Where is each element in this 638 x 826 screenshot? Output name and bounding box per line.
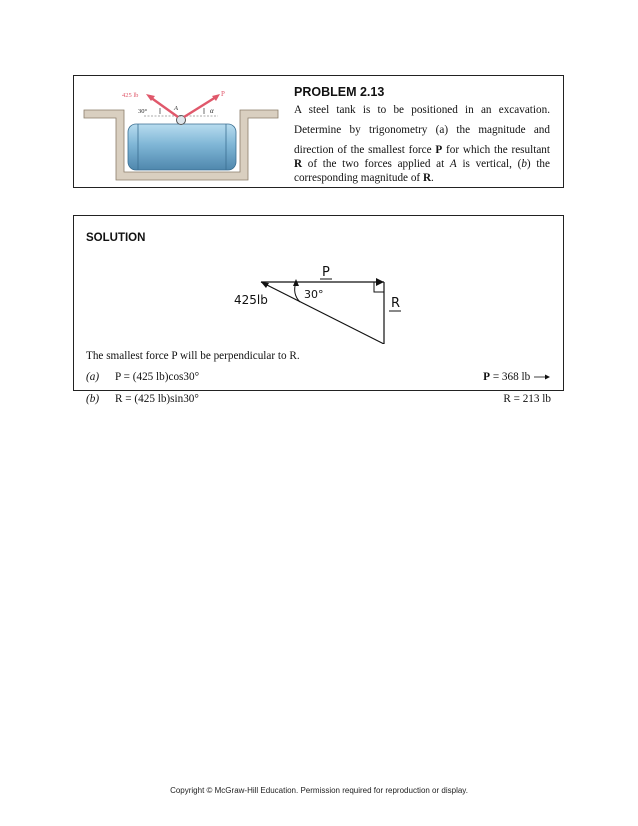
solution-title: SOLUTION: [86, 232, 146, 244]
answer-b: R = 213 lb: [503, 393, 551, 405]
problem-para-1: A steel tank is to be positioned in an excavation.: [294, 104, 550, 116]
right-arrow-icon: [533, 373, 551, 381]
problem-para-2: Determine by trigonometry (a) the magnitude and: [294, 124, 550, 136]
problem-title: PROBLEM 2.13: [294, 85, 385, 99]
p-force-label: P: [221, 90, 225, 98]
answer-a: P = 368 lb: [483, 371, 551, 383]
angle-30-label: 30°: [138, 108, 148, 115]
alpha-label: α: [210, 107, 214, 115]
point-a-label: A: [174, 105, 178, 112]
solution-line-a: (a) P = (425 lb)cos30°: [86, 371, 200, 383]
force-425-label: 425 lb: [122, 92, 139, 99]
copyright-footer: Copyright © McGraw-Hill Education. Permission required for reproduction or display.: [170, 786, 468, 795]
triangle-p-label: P: [322, 265, 330, 280]
problem-text: [294, 85, 550, 185]
solution-box: [73, 215, 564, 405]
tank-figure: [82, 84, 282, 184]
force-triangle: [234, 264, 414, 344]
triangle-angle-label: 30°: [304, 288, 324, 301]
triangle-force-label: 425lb: [234, 293, 268, 307]
solution-line-b: (b) R = (425 lb)sin30°: [86, 393, 199, 405]
problem-box: [73, 75, 564, 188]
solution-statement: The smallest force P will be perpendicular to R.: [86, 350, 300, 362]
problem-para-3: direction of the smallest force P for which the resultant R of the two forces applied at A is vertical, (b) the corresponding magnitude of R.: [294, 144, 551, 184]
triangle-r-label: R: [391, 296, 401, 311]
